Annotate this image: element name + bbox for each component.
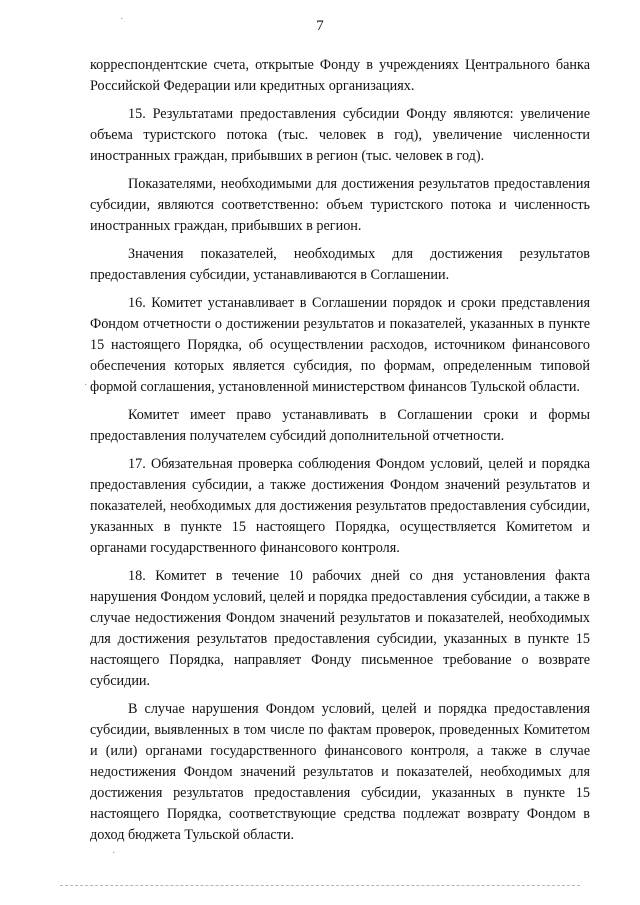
paragraph: 16. Комитет устанавливает в Соглашении порядок и сроки представления Фондом отчетности о достижении результатов и показателей, указанных в пункте 15 настоящего Порядка, об осуществлении расходов, источником финансового обеспечения которых является субсидия, по формам, определенным типовой формой соглашения, установленной министерством финансов Тульской области. — [90, 295, 590, 395]
paragraph: Комитет имеет право устанавливать в Соглашении сроки и формы предоставления получателем субсидий дополнительной отчетности. — [90, 407, 590, 444]
page-number: 7 — [316, 18, 324, 34]
scan-mark: · — [120, 14, 124, 25]
paragraph: Значения показателей, необходимых для достижения результатов предоставления субсидии, устанавливаются в Соглашении. — [90, 246, 590, 283]
document-body — [90, 55, 590, 853]
scan-edge-line — [60, 885, 580, 886]
paragraph: В случае нарушения Фондом условий, целей и порядка предоставления субсидии, выявленных в том числе по фактам проверок, проведенных Комитетом и (или) органами государственного финансового контроля, а также в случае недостижения Фондом значений результатов и показателей, необходимых для достижения результатов предоставления субсидии, указанных в пункте 15 настоящего Порядка, соответствующие средства подлежат возврату Фондом в доход бюджета Тульской области. — [90, 701, 590, 843]
paragraph: Показателями, необходимыми для достижения результатов предоставления субсидии, являются соответственно: объем туристского потока и численность иностранных граждан, прибывших в регион. — [90, 176, 590, 234]
paragraph: корреспондентские счета, открытые Фонду в учреждениях Центрального банка Российской Федерации или кредитных организациях. — [90, 57, 590, 94]
paragraph: 18. Комитет в течение 10 рабочих дней со дня установления факта нарушения Фондом условий, целей и порядка предоставления субсидии, а также в случае недостижения Фондом значений результатов и показателей, необходимых для достижения результатов предоставления субсидии, указанных в пункте 15 настоящего Порядка, направляет Фонду письменное требование о возврате субсидии. — [90, 568, 590, 689]
scan-mark: · — [84, 380, 88, 391]
scan-mark: · — [112, 848, 116, 859]
paragraph: 15. Результатами предоставления субсидии Фонду являются: увеличение объема туристского потока (тыс. человек в год), увеличение численности иностранных граждан, прибывших в регион (тыс. человек в год). — [90, 106, 590, 164]
paragraph: 17. Обязательная проверка соблюдения Фондом условий, целей и порядка предоставления субсидии, а также достижения Фондом значений результатов и показателей, необходимых для достижения результатов предоставления субсидии, указанных в пункте 15 настоящего Порядка, осуществляется Комитетом и органами государственного финансового контроля. — [90, 456, 590, 556]
